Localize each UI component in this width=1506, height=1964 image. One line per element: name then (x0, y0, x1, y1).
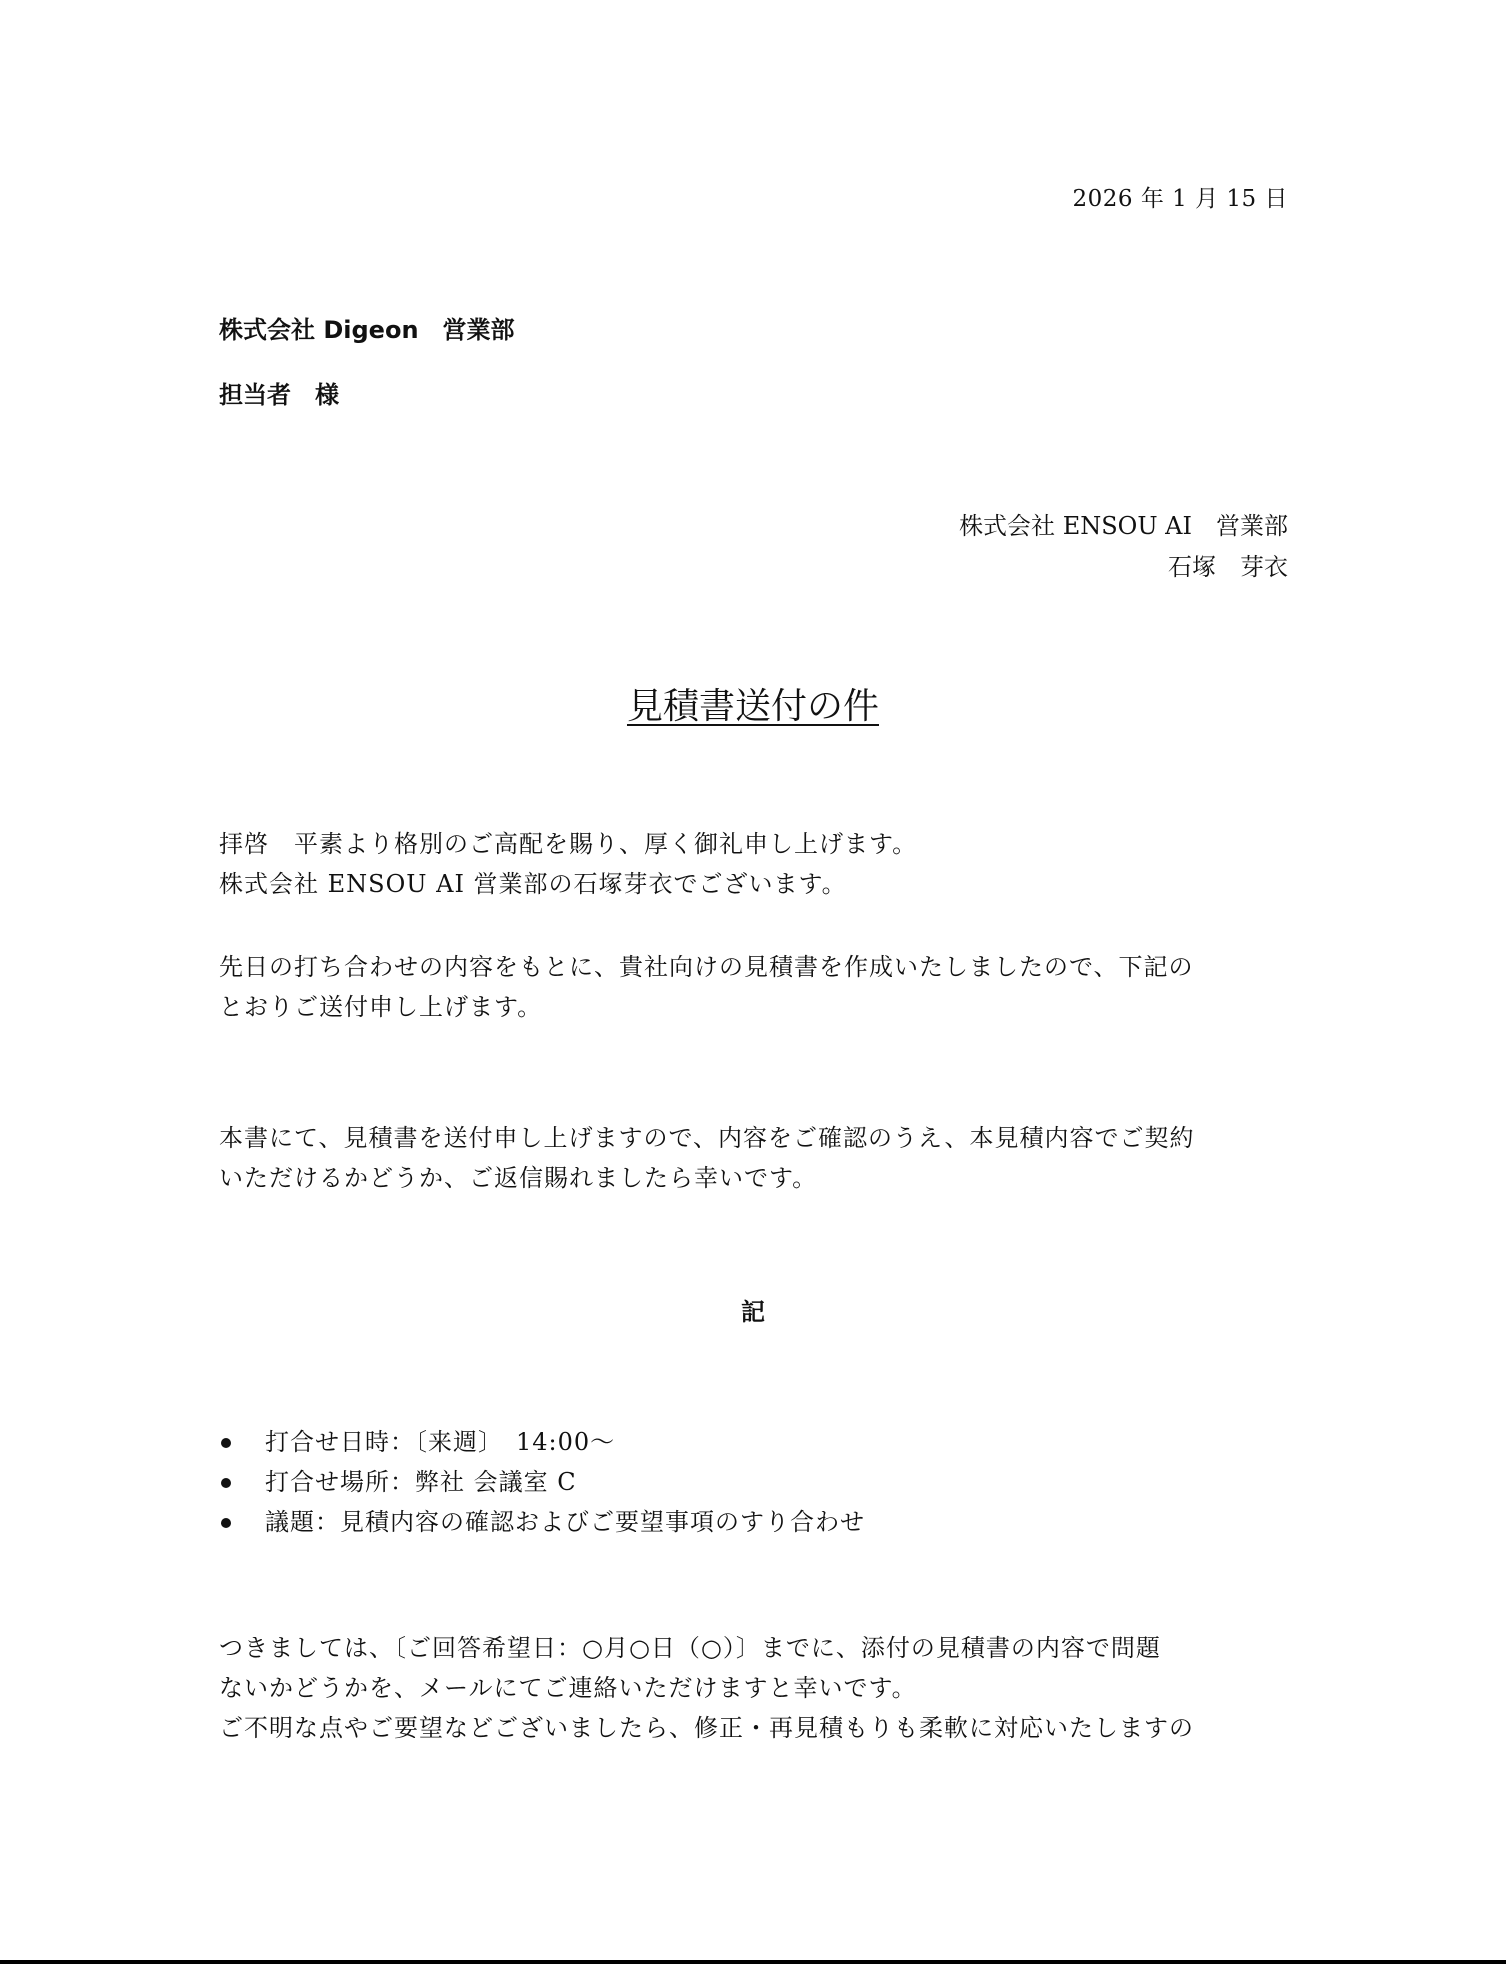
ki-heading: 記 (741, 1298, 765, 1326)
letter-title (0, 678, 1506, 729)
meeting-details-list (219, 1422, 865, 1542)
closing-line: ご不明な点やご要望などございましたら、修正・再見積もりも柔軟に対応いたしますの (219, 1714, 1194, 1742)
request-paragraph (219, 1118, 1289, 1198)
list-item-text: 打合せ日時：〔来週〕 14:00〜 (265, 1428, 616, 1456)
list-item (219, 1502, 865, 1542)
closing-line: つきましては、〔ご回答希望日：○月○日（○）〕までに、添付の見積書の内容で問題 (219, 1634, 1161, 1662)
closing-paragraph (219, 1628, 1289, 1748)
page-boundary-divider (0, 1960, 1506, 1964)
recipient-company: 株式会社 Digeon 営業部 (219, 316, 515, 344)
request-line: 本書にて、見積書を送付申し上げますので、内容をご確認のうえ、本見積内容でご契約 (219, 1124, 1195, 1152)
letter-title-text: 見積書送付の件 (626, 686, 879, 727)
greeting-line: 拝啓 平素より格別のご高配を賜り、厚く御礼申し上げます。 (219, 830, 918, 858)
intro-paragraph (219, 947, 1289, 1027)
recipient-person: 担当者 様 (219, 381, 339, 409)
list-item-text: 議題：見積内容の確認およびご要望事項のすり合わせ (265, 1508, 865, 1536)
request-line: いただけるかどうか、ご返信賜れましたら幸いです。 (219, 1164, 818, 1192)
letter-date: 2026 年 1 月 15 日 (1072, 186, 1288, 212)
intro-line: とおりご送付申し上げます。 (219, 993, 543, 1021)
list-item (219, 1422, 865, 1462)
sender-person: 石塚 芽衣 (1168, 553, 1288, 581)
closing-line: ないかどうかを、メールにてご連絡いただけますと幸いです。 (219, 1674, 917, 1702)
intro-line: 先日の打ち合わせの内容をもとに、貴社向けの見積書を作成いたしましたので、下記の (219, 953, 1194, 981)
greeting-paragraph (219, 824, 1289, 904)
greeting-line: 株式会社 ENSOU AI 営業部の石塚芽衣でございます。 (219, 870, 847, 898)
bullet-icon (221, 1478, 231, 1488)
bullet-icon (221, 1438, 231, 1448)
bullet-icon (221, 1518, 231, 1528)
list-item-text: 打合せ場所：弊社 会議室 C (265, 1468, 577, 1496)
sender-company: 株式会社 ENSOU AI 営業部 (959, 512, 1288, 540)
list-item (219, 1462, 865, 1502)
